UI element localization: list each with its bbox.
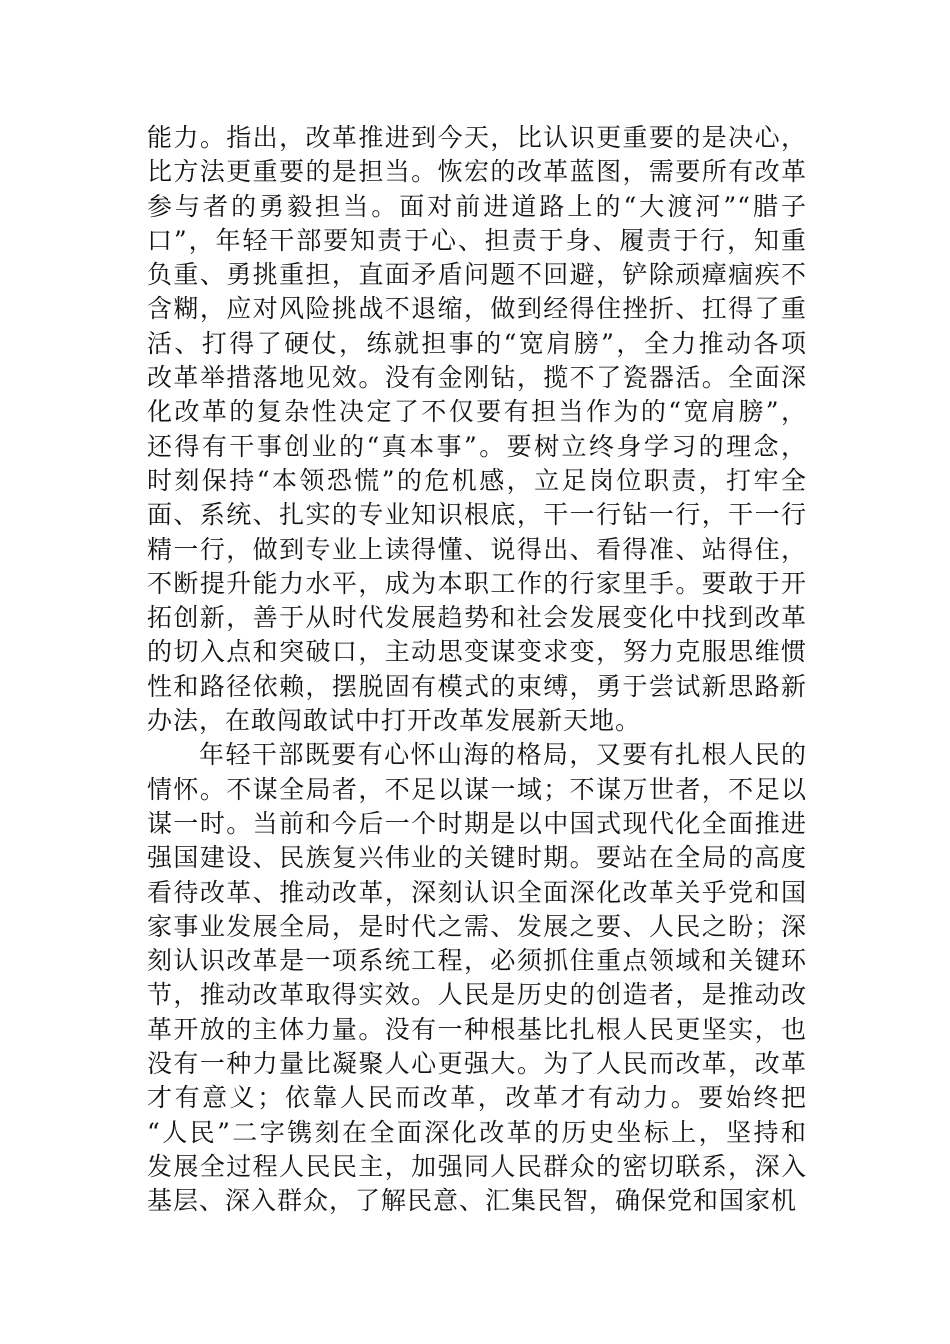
- text-line: 活、打得了硬仗，练就担事的“宽肩膀”，全力推动各项: [147, 328, 807, 358]
- text-line: 时刻保持“本领恐慌”的危机感，立足岗位职责，打牢全: [147, 465, 807, 495]
- text-line: 才有意义；依靠人民而改革，改革才有动力。要始终把: [147, 1083, 807, 1113]
- text-line: 含糊，应对风险挑战不退缩，做到经得住挫折、扛得了重: [147, 294, 807, 324]
- paragraph: [147, 121, 807, 738]
- text-line: 发展全过程人民民主，加强同人民群众的密切联系，深入: [147, 1151, 807, 1181]
- text-line: 不断提升能力水平，成为本职工作的行家里手。要敢于开: [147, 568, 807, 598]
- text-line: 没有一种力量比凝聚人心更强大。为了人民而改革，改革: [147, 1049, 807, 1079]
- text-line: 节，推动改革取得实效。人民是历史的创造者，是推动改: [147, 980, 807, 1010]
- text-line: 性和路径依赖，摆脱固有模式的束缚，勇于尝试新思路新: [147, 671, 807, 701]
- text-line: 家事业发展全局，是时代之需、发展之要、人民之盼；深: [147, 911, 807, 941]
- text-line: 情怀。不谋全局者，不足以谋一域；不谋万世者，不足以: [147, 774, 807, 804]
- text-line: 口”，年轻干部要知责于心、担责于身、履责于行，知重: [147, 225, 807, 255]
- text-line: “人民”二字镌刻在全面深化改革的历史坐标上，坚持和: [147, 1117, 807, 1147]
- text-line: 参与者的勇毅担当。面对前进道路上的“大渡河”“腊子: [147, 191, 807, 221]
- text-line: 强国建设、民族复兴伟业的关键时期。要站在全局的高度: [147, 843, 807, 873]
- text-line: 的切入点和突破口，主动思变谋变求变，努力克服思维惯: [147, 637, 807, 667]
- text-line: 面、系统、扎实的专业知识根底，干一行钻一行，干一行: [147, 500, 807, 530]
- text-line: 年轻干部既要有心怀山海的格局，又要有扎根人民的: [199, 740, 807, 770]
- text-line: 拓创新，善于从时代发展趋势和社会发展变化中找到改革: [147, 603, 807, 633]
- text-line: 办法，在敢闯敢试中打开改革发展新天地。: [147, 706, 642, 736]
- body-text: [147, 121, 807, 1219]
- paragraph: [147, 738, 807, 1218]
- text-line: 革开放的主体力量。没有一种根基比扎根人民更坚实，也: [147, 1014, 807, 1044]
- text-line: 化改革的复杂性决定了不仅要有担当作为的“宽肩膀”，: [147, 397, 807, 427]
- text-line: 负重、勇挑重担，直面矛盾问题不回避，铲除顽瘴痼疾不: [147, 260, 807, 290]
- text-line: 比方法更重要的是担当。恢宏的改革蓝图，需要所有改革: [147, 157, 807, 187]
- text-line: 刻认识改革是一项系统工程，必须抓住重点领域和关键环: [147, 946, 807, 976]
- text-line: 改革举措落地见效。没有金刚钻，揽不了瓷器活。全面深: [147, 363, 807, 393]
- text-line: 能力。指出，改革推进到今天，比认识更重要的是决心，: [147, 123, 807, 152]
- text-line: 还得有干事创业的“真本事”。要树立终身学习的理念，: [147, 431, 807, 461]
- text-line: 看待改革、推动改革，深刻认识全面深化改革关乎党和国: [147, 877, 807, 907]
- text-line: 精一行，做到专业上读得懂、说得出、看得准、站得住，: [147, 534, 807, 564]
- text-line: 基层、深入群众，了解民意、汇集民智，确保党和国家机: [147, 1186, 798, 1216]
- text-line: 谋一时。当前和今后一个时期是以中国式现代化全面推进: [147, 808, 807, 838]
